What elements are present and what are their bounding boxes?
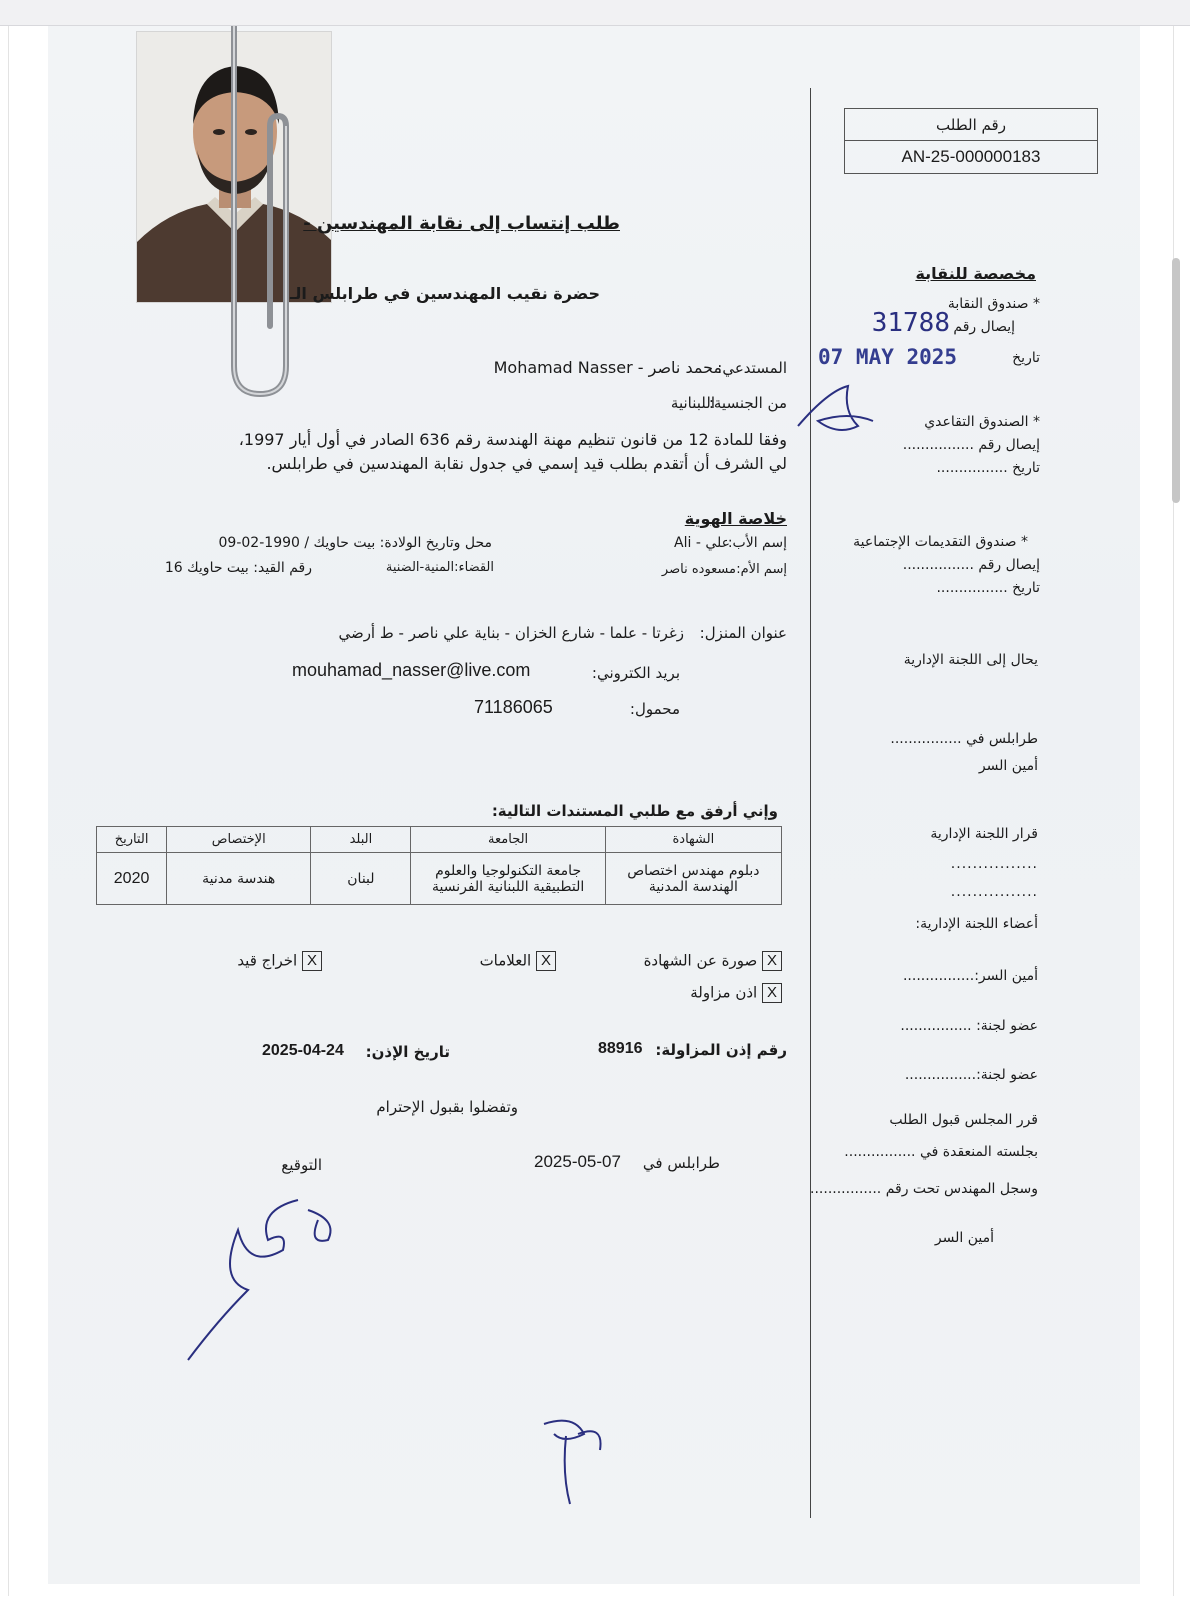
request-number-label: رقم الطلب: [845, 109, 1097, 141]
certificate-line1: دبلوم مهندس اختصاص: [627, 862, 760, 879]
sidebar-heading: مخصصة للنقابة: [915, 264, 1036, 283]
applicant-name: محمد ناصر - Mohamad Nasser: [493, 358, 722, 377]
cell-university: [411, 853, 605, 905]
permit-number-value: 88916: [598, 1040, 643, 1057]
sidebar-secretary2: [903, 968, 1038, 984]
attach-grades-label: العلامات: [479, 951, 532, 970]
sidebar-fund1: * صندوق النقابة: [947, 296, 1040, 312]
col-university: الجامعة: [411, 827, 605, 853]
viewer-top-bar: [0, 0, 1190, 26]
form-title: طلب إنتساب إلى نقابة المهندسين -: [303, 213, 620, 234]
sidebar-tripoli-in: [890, 731, 1038, 747]
sidebar-tripoli-in-dots: ................: [890, 731, 962, 747]
mother-label: إسم الأم:: [736, 562, 787, 577]
sidebar-registered-label: وسجل المهندس تحت رقم: [885, 1181, 1038, 1197]
sidebar-committee-decision: قرار اللجنة الإدارية: [930, 826, 1038, 842]
applicant-signature-icon: [178, 1190, 358, 1370]
applicant-label: المستدعي:: [717, 359, 787, 377]
permit-number-label: رقم إذن المزاولة:: [655, 1041, 787, 1059]
cell-specialty: هندسة مدنية: [167, 853, 311, 905]
checkbox-permit[interactable]: X: [762, 983, 782, 1003]
sidebar-receipt-label: إيصال رقم: [953, 319, 1015, 335]
nationality-label: من الجنسية:: [708, 394, 787, 412]
request-number-box: [844, 108, 1098, 174]
sidebar-secretary2-label: أمين السر:: [974, 968, 1038, 984]
article-paragraph-line2: لي الشرف أن أتقدم بطلب قيد إسمي في جدول نقابة المهندسين في طرابلس.: [266, 454, 787, 473]
sidebar-committee-members: أعضاء اللجنة الإدارية:: [915, 916, 1038, 932]
column-divider: [810, 88, 811, 1518]
cell-country: لبنان: [311, 853, 411, 905]
mobile-value: 71186065: [474, 697, 553, 717]
district-info: القضاء:المنية-الضنية: [385, 560, 494, 575]
mobile-label: محمول:: [629, 700, 680, 718]
col-certificate: الشهادة: [605, 827, 781, 853]
official-signature-icon: [534, 1414, 614, 1514]
sidebar-decision-dots1: ................: [950, 856, 1038, 872]
sidebar-member1: [900, 1018, 1038, 1034]
documents-table-header: [97, 827, 782, 853]
attach-grades: [480, 951, 556, 971]
mother-value: مسعوده ناصر: [661, 562, 736, 577]
certificate-line2: الهندسة المدنية: [648, 878, 738, 895]
closing-regards: وتفضلوا بقبول الإحترام: [376, 1098, 518, 1116]
document-page: [48, 26, 1140, 1584]
registry-info: رقم القيد: بيت حاويك 16: [164, 560, 312, 576]
university-line2: التطبيقية اللبنانية الفرنسية: [431, 878, 585, 895]
sidebar-tripoli-in-label: طرابلس في: [966, 731, 1038, 747]
sidebar-receipt-number: 31788: [871, 308, 950, 338]
col-date: التاريخ: [97, 827, 167, 853]
sidebar-referred: يحال إلى اللجنة الإدارية: [903, 652, 1038, 668]
sidebar-session: [844, 1144, 1038, 1160]
sidebar-secretary2-dots: ................: [902, 968, 975, 984]
father-label: إسم الأب:: [727, 535, 787, 551]
checkbox-grades[interactable]: X: [536, 951, 556, 971]
sidebar-receipt2-label: إيصال رقم: [978, 437, 1040, 453]
signature-label: التوقيع: [281, 1156, 322, 1174]
sidebar-secretary3: أمين السر: [934, 1230, 994, 1246]
sidebar-date3-label: تاريخ: [1012, 580, 1040, 596]
col-country: البلد: [311, 827, 411, 853]
sidebar-member2-dots: ................: [904, 1067, 977, 1083]
place-date-value: 2025-05-07: [534, 1152, 621, 1171]
cell-date: 2020: [97, 853, 167, 905]
sidebar-fund2: * الصندوق التقاعدي: [924, 414, 1040, 430]
sidebar-member1-label: عضو لجنة:: [976, 1018, 1038, 1034]
sidebar-member2: [905, 1067, 1038, 1083]
attach-permit-label: اذن مزاولة: [690, 983, 758, 1002]
article-paragraph-line1: وفقا للمادة 12 من قانون تنظيم مهنة الهندسة رقم 636 الصادر في أول أيار 1997،: [238, 430, 787, 449]
sidebar-registered: [810, 1181, 1038, 1197]
permit-date-value: 2025-04-24: [262, 1042, 344, 1059]
addressee-line: حضرة نقيب المهندسين في طرابلس الـ: [289, 284, 600, 303]
sidebar-registered-dots: ................: [810, 1181, 882, 1197]
sidebar-stamp-date: 07 MAY 2025: [818, 345, 958, 369]
col-specialty: الإختصاص: [167, 827, 311, 853]
sidebar-date3: [936, 580, 1040, 596]
email-value: mouhamad_nasser@live.com: [292, 660, 531, 680]
sidebar-date2-dots: ................: [936, 460, 1008, 476]
cell-certificate: [605, 853, 781, 905]
checkbox-registry[interactable]: X: [302, 951, 322, 971]
paper-clip-icon: [220, 26, 300, 406]
identity-heading: خلاصة الهوية: [684, 509, 787, 528]
sidebar-fund3: * صندوق التقديمات الإجتماعية: [853, 534, 1028, 550]
sidebar-decision-dots2: ................: [950, 884, 1038, 900]
sidebar-member2-label: عضو لجنة:: [976, 1067, 1038, 1083]
email-label: بريد الكتروني:: [591, 664, 680, 682]
initials-signature-icon: [788, 381, 878, 441]
vertical-scrollbar[interactable]: [1172, 258, 1180, 503]
sidebar-receipt3: [903, 557, 1040, 573]
sidebar-secretary: أمين السر: [978, 758, 1038, 774]
sidebar-session-label: بجلسته المنعقدة في: [919, 1144, 1038, 1160]
sidebar-date2-label: تاريخ: [1012, 460, 1040, 476]
sidebar-receipt3-dots: ................: [902, 557, 974, 573]
sidebar-receipt2: [903, 437, 1040, 453]
sidebar-council-decision: قرر المجلس قبول الطلب: [889, 1112, 1038, 1128]
attach-registry: [237, 951, 322, 971]
sidebar-date3-dots: ................: [936, 580, 1008, 596]
permit-date-label: تاريخ الإذن:: [365, 1043, 450, 1061]
sidebar-session-dots: ................: [844, 1144, 916, 1160]
place-date-label: طرابلس في: [642, 1154, 720, 1172]
sidebar-date2: [936, 460, 1040, 476]
address-value: زغرتا - علما - شارع الخزان - بناية علي ناصر - ط أرضي: [338, 624, 684, 642]
father-value: علي - Ali: [674, 535, 730, 551]
attach-permit: [690, 983, 782, 1003]
attach-cert-copy-label: صورة عن الشهادة: [643, 951, 758, 970]
checkbox-cert-copy[interactable]: X: [762, 951, 782, 971]
request-number-value: AN-25-000000183: [901, 147, 1041, 166]
documents-table: [96, 826, 782, 905]
sidebar-receipt3-label: إيصال رقم: [978, 557, 1040, 573]
birth-info: محل وتاريخ الولادة: بيت حاويك / 1990-02-09: [218, 535, 492, 551]
attach-registry-label: اخراج قيد: [237, 951, 298, 970]
university-line1: جامعة التكنولوجيا والعلوم: [435, 862, 582, 879]
sidebar-receipt2-dots: ................: [902, 437, 974, 453]
nationality-value: اللبنانية: [670, 394, 715, 412]
address-label: عنوان المنزل:: [699, 624, 787, 642]
attach-cert-copy: [644, 951, 782, 971]
table-row: [97, 853, 782, 905]
sidebar-member1-dots: ................: [900, 1018, 972, 1034]
documents-intro: وإني أرفق مع طلبي المستندات التالية:: [491, 802, 778, 820]
sidebar-date-label: تاريخ: [1012, 350, 1040, 366]
